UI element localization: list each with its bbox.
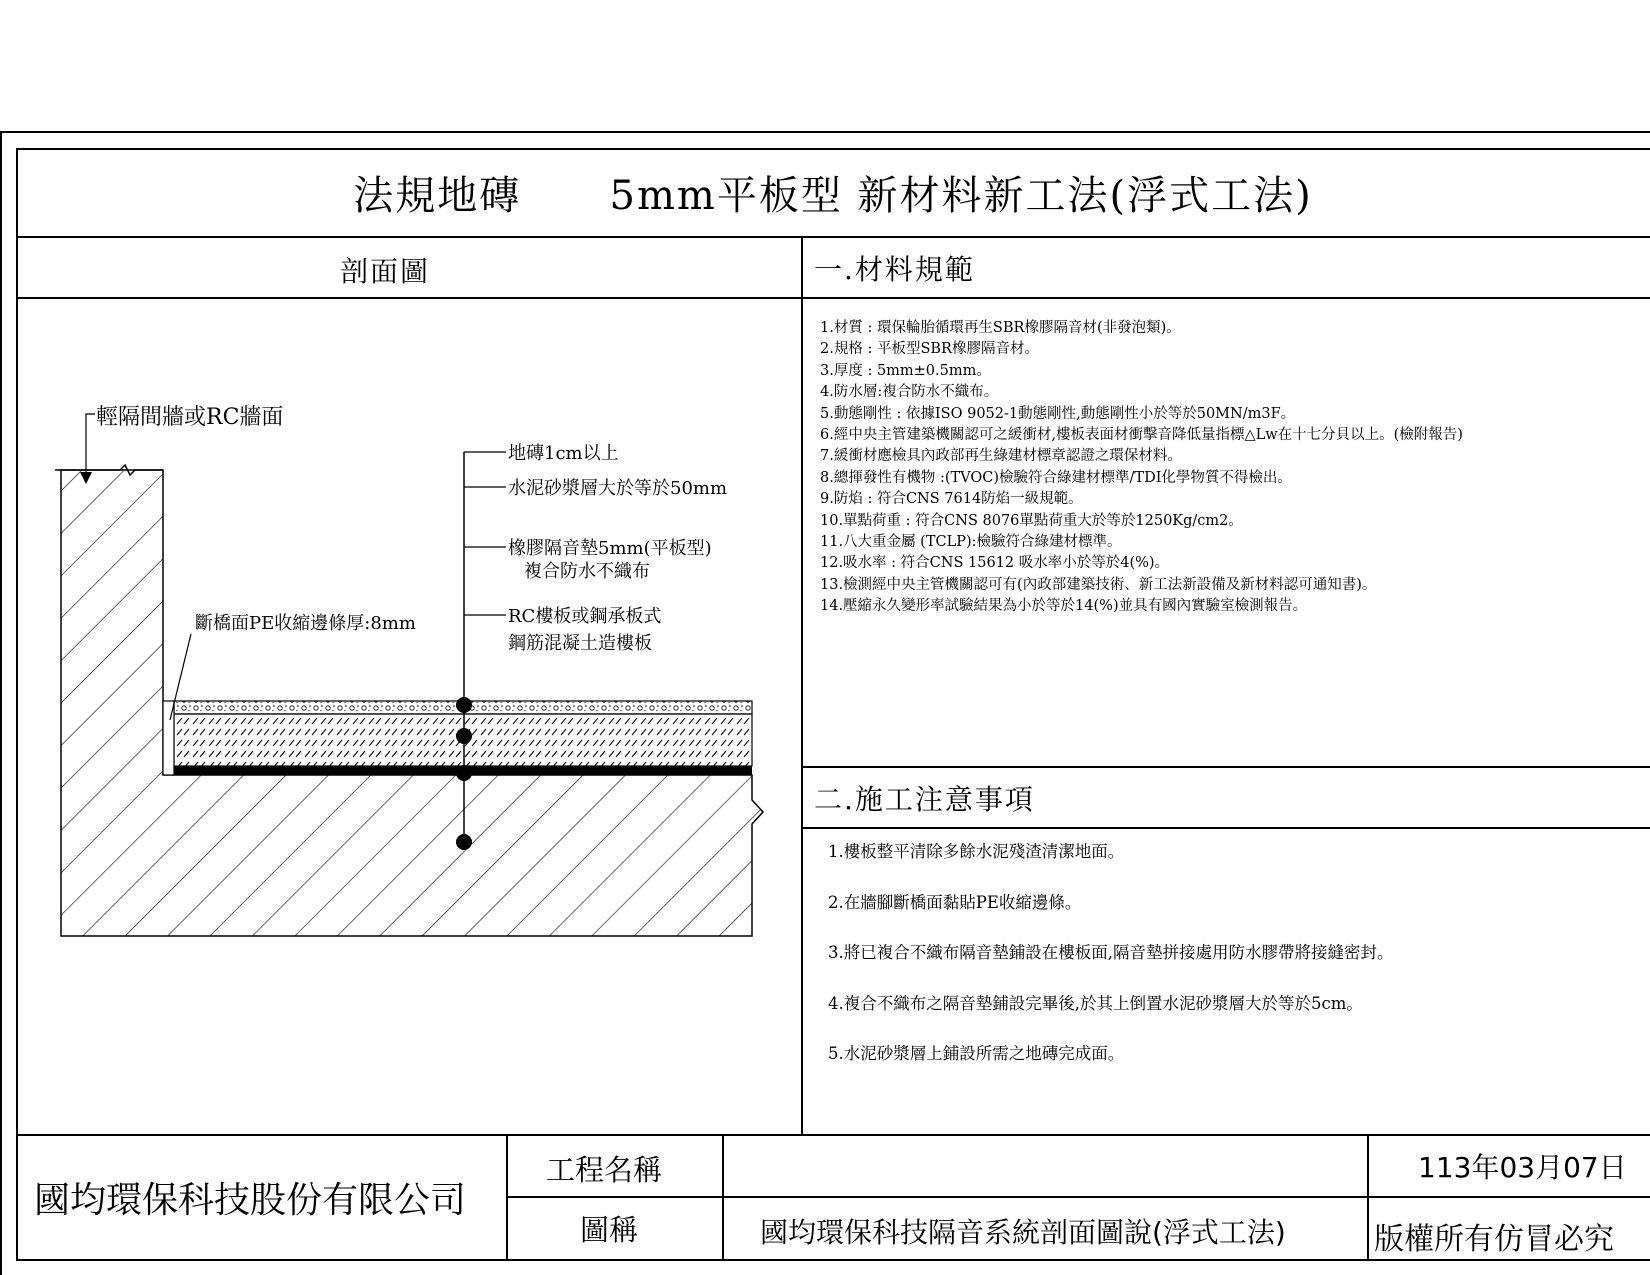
list-item: 13.檢測經中央主管機關認可有(內政部建築技術、新工法新設備及新材料認可通知書)。 bbox=[820, 576, 1377, 593]
drawing-name-label: 圖稱 bbox=[580, 1213, 639, 1247]
construction-heading: 二.施工注意事項 bbox=[814, 783, 1035, 816]
project-name-label: 工程名稱 bbox=[546, 1153, 663, 1187]
list-item: 11.八大重金屬 (TCLP):檢驗符合綠建材標準。 bbox=[820, 534, 1122, 551]
callout-dot-rubber bbox=[456, 765, 472, 781]
callout-dot-tile bbox=[456, 697, 472, 713]
list-item: 6.經中央主管建築機關認可之緩衝材,樓板表面材衝擊音降低量指標△Lw在十七分貝以上。(檢附報告) bbox=[820, 427, 1463, 444]
callout-slab-label-2: 鋼筋混凝土造樓板 bbox=[508, 633, 652, 654]
list-item: 4.複合不織布之隔音墊鋪設完畢後,於其上倒置水泥砂漿層大於等於5cm。 bbox=[828, 993, 1363, 1013]
list-item: 1.材質 : 環保輪胎循環再生SBR橡膠隔音材(非發泡類)。 bbox=[820, 320, 1181, 336]
callout-slab-label-1: RC樓板或鋼承板式 bbox=[508, 606, 662, 627]
edge-strip-label: 斷橋面PE收縮邊條厚:8mm bbox=[195, 613, 416, 634]
list-item: 9.防焰 : 符合CNS 7614防焰一級規範。 bbox=[820, 491, 1083, 508]
list-item: 2.在牆腳斷橋面黏貼PE收縮邊條。 bbox=[828, 892, 1082, 912]
drawing-date: 113年03月07日 bbox=[1418, 1151, 1627, 1184]
list-item: 5.水泥砂漿層上鋪設所需之地磚完成面。 bbox=[828, 1044, 1125, 1063]
materials-heading: 一.材料規範 bbox=[814, 253, 975, 286]
list-item: 14.壓縮永久變形率試驗結果為小於等於14(%)並具有國內實驗室檢測報告。 bbox=[820, 598, 1308, 615]
callout-mortar-label: 水泥砂漿層大於等於50mm bbox=[508, 478, 728, 499]
list-item: 3.厚度 : 5mm±0.5mm。 bbox=[820, 362, 991, 379]
section-label: 剖面圖 bbox=[340, 255, 431, 288]
list-item: 12.吸水率 : 符合CNS 15612 吸水率小於等於4(%)。 bbox=[820, 555, 1170, 572]
list-item: 1.樓板整平清除多餘水泥殘渣清潔地面。 bbox=[828, 842, 1125, 861]
callout-tile-label: 地磚1cm以上 bbox=[508, 443, 619, 464]
callout-dot-mortar bbox=[456, 728, 472, 744]
company-name: 國均環保科技股份有限公司 bbox=[34, 1180, 467, 1221]
list-item: 2.規格 : 平板型SBR橡膠隔音材。 bbox=[820, 341, 1039, 358]
callout-membrane-label: 複合防水不織布 bbox=[524, 561, 650, 582]
list-item: 8.總揮發性有機物 :(TVOC)檢驗符合綠建材標準/TDI化學物質不得檢出。 bbox=[820, 469, 1292, 486]
copyright-notice: 版權所有仿冒必究 bbox=[1374, 1222, 1614, 1257]
list-item: 10.單點荷重 : 符合CNS 8076單點荷重大於等於1250Kg/cm2。 bbox=[820, 512, 1243, 529]
list-item: 7.緩衝材應檢具內政部再生綠建材標章認證之環保材料。 bbox=[820, 448, 1182, 465]
drawing-name-value: 國均環保科技隔音系統剖面圖說(浮式工法) bbox=[760, 1216, 1286, 1249]
wall-label: 輕隔間牆或RC牆面 bbox=[96, 405, 284, 430]
callout-dot-slab bbox=[456, 834, 472, 850]
list-item: 5.動態剛性 : 依據ISO 9052-1動態剛性,動態剛性小於等於50MN/m3F。 bbox=[820, 405, 1296, 422]
list-item: 3.將已複合不織布隔音墊鋪設在樓板面,隔音墊拼接處用防水膠帶將接縫密封。 bbox=[828, 943, 1394, 962]
list-item: 4.防水層:複合防水不織布。 bbox=[820, 384, 999, 401]
callout-rubber-label: 橡膠隔音墊5mm(平板型) bbox=[508, 538, 712, 559]
drawing-title: 法規地磚 5mm平板型 新材料新工法(浮式工法) bbox=[353, 172, 1313, 219]
